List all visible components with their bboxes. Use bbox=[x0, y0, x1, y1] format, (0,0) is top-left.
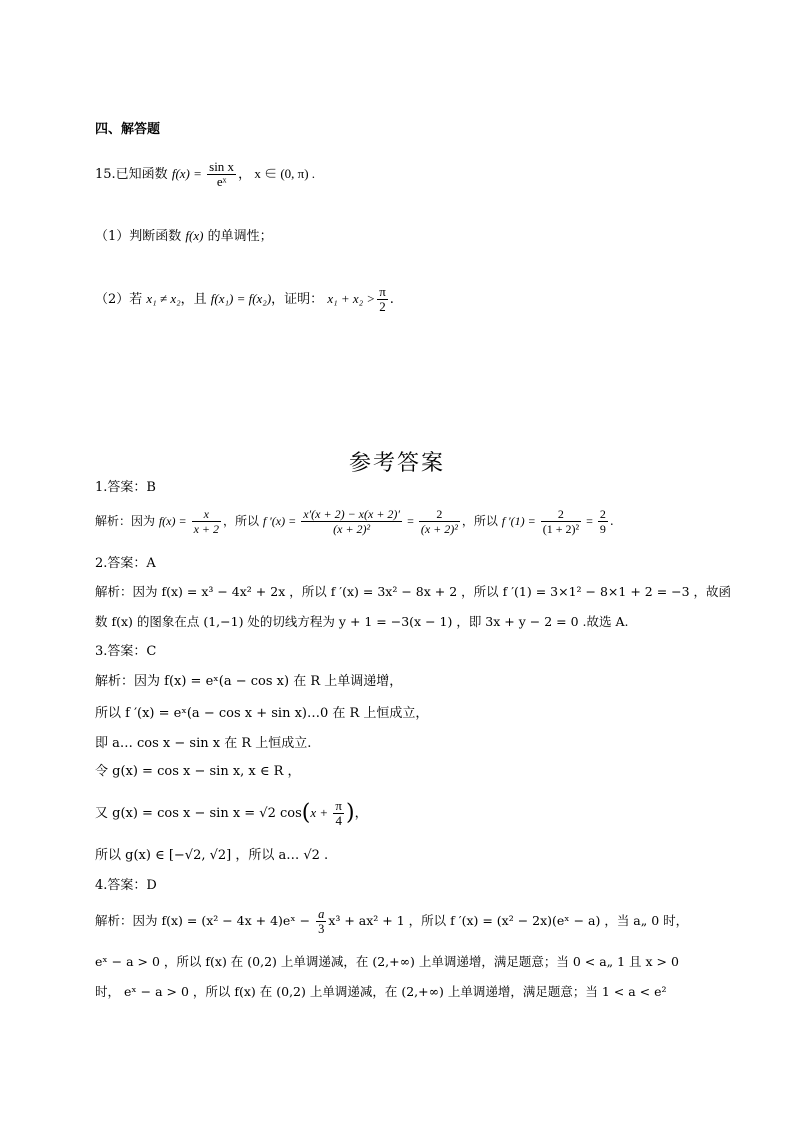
part2-fraction bbox=[377, 285, 388, 314]
problem-15-domain: ， x ∈ (0, π) . bbox=[238, 166, 316, 181]
part2-inequality: x₁ + x₂ > bbox=[327, 291, 376, 306]
problem-15-part1 bbox=[95, 226, 273, 247]
part2-text: （2）若 bbox=[95, 292, 147, 307]
part2-text-and: ，且 bbox=[180, 292, 211, 307]
a1-fraction-1 bbox=[192, 507, 221, 536]
answer-2-line-1: 解析：因为 f(x) = x³ − 4x² + 2x ，所以 f ′(x) = 3x² − 8x + 2 ，所以 f ′(1) = 3×1² − 8×1 + 2 = −3 ，故函 bbox=[95, 584, 732, 599]
answer-2-line-2: 数 f(x) 的图象在点 (1,−1) 处的切线方程为 y + 1 = −3(x − 1) ，即 3x + y − 2 = 0 .故选 A. bbox=[95, 614, 629, 629]
a1-derivative: f ′(x) = bbox=[262, 514, 300, 528]
answer-4-line-3: 时， eˣ − a > 0 ，所以 f(x) 在 (0,2) 上单调递减，在 (2,+∞) 上单调递增，满足题意；当 1 < a < e² bbox=[95, 984, 667, 999]
a1-function: f(x) = bbox=[158, 514, 190, 528]
problem-15-fraction bbox=[207, 160, 236, 189]
answer-3-line-5 bbox=[95, 796, 368, 831]
fraction-numerator: π bbox=[379, 284, 386, 299]
a3-l5-fraction bbox=[333, 799, 344, 828]
fraction-denominator: 2 bbox=[379, 299, 386, 314]
fraction-denominator: eˣ bbox=[216, 174, 227, 189]
fraction-numerator: a bbox=[318, 907, 325, 921]
fraction-numerator: sin x bbox=[209, 159, 235, 174]
answer-3-line-3: 即 a… cos x − sin x 在 R 上恒成立. bbox=[95, 736, 312, 751]
a3-l5-inner: x + bbox=[310, 805, 332, 820]
answer-4-line-1 bbox=[95, 906, 688, 936]
a1-text-3: ，所以 bbox=[461, 514, 502, 528]
answer-4-line-2: eˣ − a > 0 ，所以 f(x) 在 (0,2) 上单调递减，在 (2,+∞) 上单调递增，满足题意；当 0 < a„ 1 且 x > 0 bbox=[95, 954, 679, 969]
part2-condition: x₁ ≠ x₂ bbox=[146, 291, 181, 306]
fraction-denominator: 3 bbox=[318, 922, 325, 936]
fraction-denominator: (x + 2)² bbox=[333, 522, 371, 536]
a1-fraction-5 bbox=[598, 507, 608, 536]
a3-l5-end: ， bbox=[354, 806, 368, 821]
a1-fraction-4 bbox=[541, 507, 581, 536]
open-paren: ( bbox=[301, 800, 311, 826]
a1-text: 解析：因为 bbox=[95, 514, 159, 528]
answer-3-line-2: 所以 f ′(x) = eˣ(a − cos x + sin x)…0 在 R 上恒成立， bbox=[95, 706, 429, 721]
answer-3-label: 3.答案：C bbox=[95, 644, 157, 659]
fraction-denominator: (1 + 2)² bbox=[542, 522, 580, 536]
fraction-denominator: 9 bbox=[599, 522, 606, 536]
a1-fraction-2 bbox=[301, 507, 402, 536]
answer-3-line-1: 解析：因为 f(x) = eˣ(a − cos x) 在 R 上单调递增， bbox=[95, 674, 403, 689]
a3-l5-text: 又 g(x) = cos x − sin x = √2 cos bbox=[95, 806, 302, 821]
a1-equals: = bbox=[404, 514, 417, 528]
part2-prove-label: ，证明： bbox=[271, 292, 328, 307]
answer-3-line-4: 令 g(x) = cos x − sin x, x ∈ R ， bbox=[95, 764, 301, 779]
a1-end: . bbox=[609, 514, 614, 528]
section-heading: 四、解答题 bbox=[95, 122, 161, 137]
close-paren: ) bbox=[346, 800, 355, 826]
fraction-numerator: 2 bbox=[541, 507, 581, 522]
a4-l1-text-end: x³ + ax² + 1 ，所以 f ′(x) = (x² − 2x)(eˣ − a) ，当 a„ 0 时， bbox=[328, 913, 689, 928]
a4-l1-text: 解析：因为 f(x) = (x² − 4x + 4)eˣ − bbox=[95, 913, 315, 928]
fraction-numerator: 2 bbox=[419, 507, 460, 522]
answer-4-label: 4.答案：D bbox=[95, 878, 157, 893]
part1-text: （1）判断函数 bbox=[95, 229, 186, 244]
answer-3-line-6: 所以 g(x) ∈ [−√2, √2] ，所以 a… √2 . bbox=[95, 848, 329, 863]
a1-fraction-3 bbox=[419, 507, 460, 536]
answer-2-label: 2.答案：A bbox=[95, 556, 156, 571]
answer-1-explanation bbox=[95, 506, 614, 536]
answers-title: 参考答案 bbox=[348, 451, 445, 476]
fraction-denominator: (x + 2)² bbox=[420, 522, 458, 536]
a1-derivative-at-1: f ′(1) = bbox=[501, 514, 539, 528]
answer-1-label: 1.答案：B bbox=[95, 480, 156, 495]
a4-fraction bbox=[316, 907, 326, 936]
part2-equation: f(x₁) = f(x₂) bbox=[210, 291, 272, 306]
part2-end: . bbox=[389, 292, 394, 307]
a1-equals-2: = bbox=[583, 514, 596, 528]
fraction-denominator: 4 bbox=[335, 813, 342, 828]
fraction-numerator: x′(x + 2) − x(x + 2)′ bbox=[303, 507, 401, 521]
part1-text-end: 的单调性； bbox=[203, 229, 273, 244]
problem-15-function: f(x) = bbox=[171, 166, 206, 181]
fraction-numerator: π bbox=[335, 798, 342, 813]
fraction-numerator: 2 bbox=[599, 507, 606, 521]
fraction-numerator: x bbox=[192, 507, 221, 522]
problem-15-part2 bbox=[95, 284, 394, 315]
a1-text-2: ，所以 bbox=[223, 514, 263, 528]
problem-15-prefix: 15.已知函数 bbox=[95, 167, 168, 182]
part1-function: f(x) bbox=[185, 228, 204, 243]
problem-15-statement bbox=[95, 160, 315, 189]
fraction-denominator: x + 2 bbox=[193, 522, 220, 536]
